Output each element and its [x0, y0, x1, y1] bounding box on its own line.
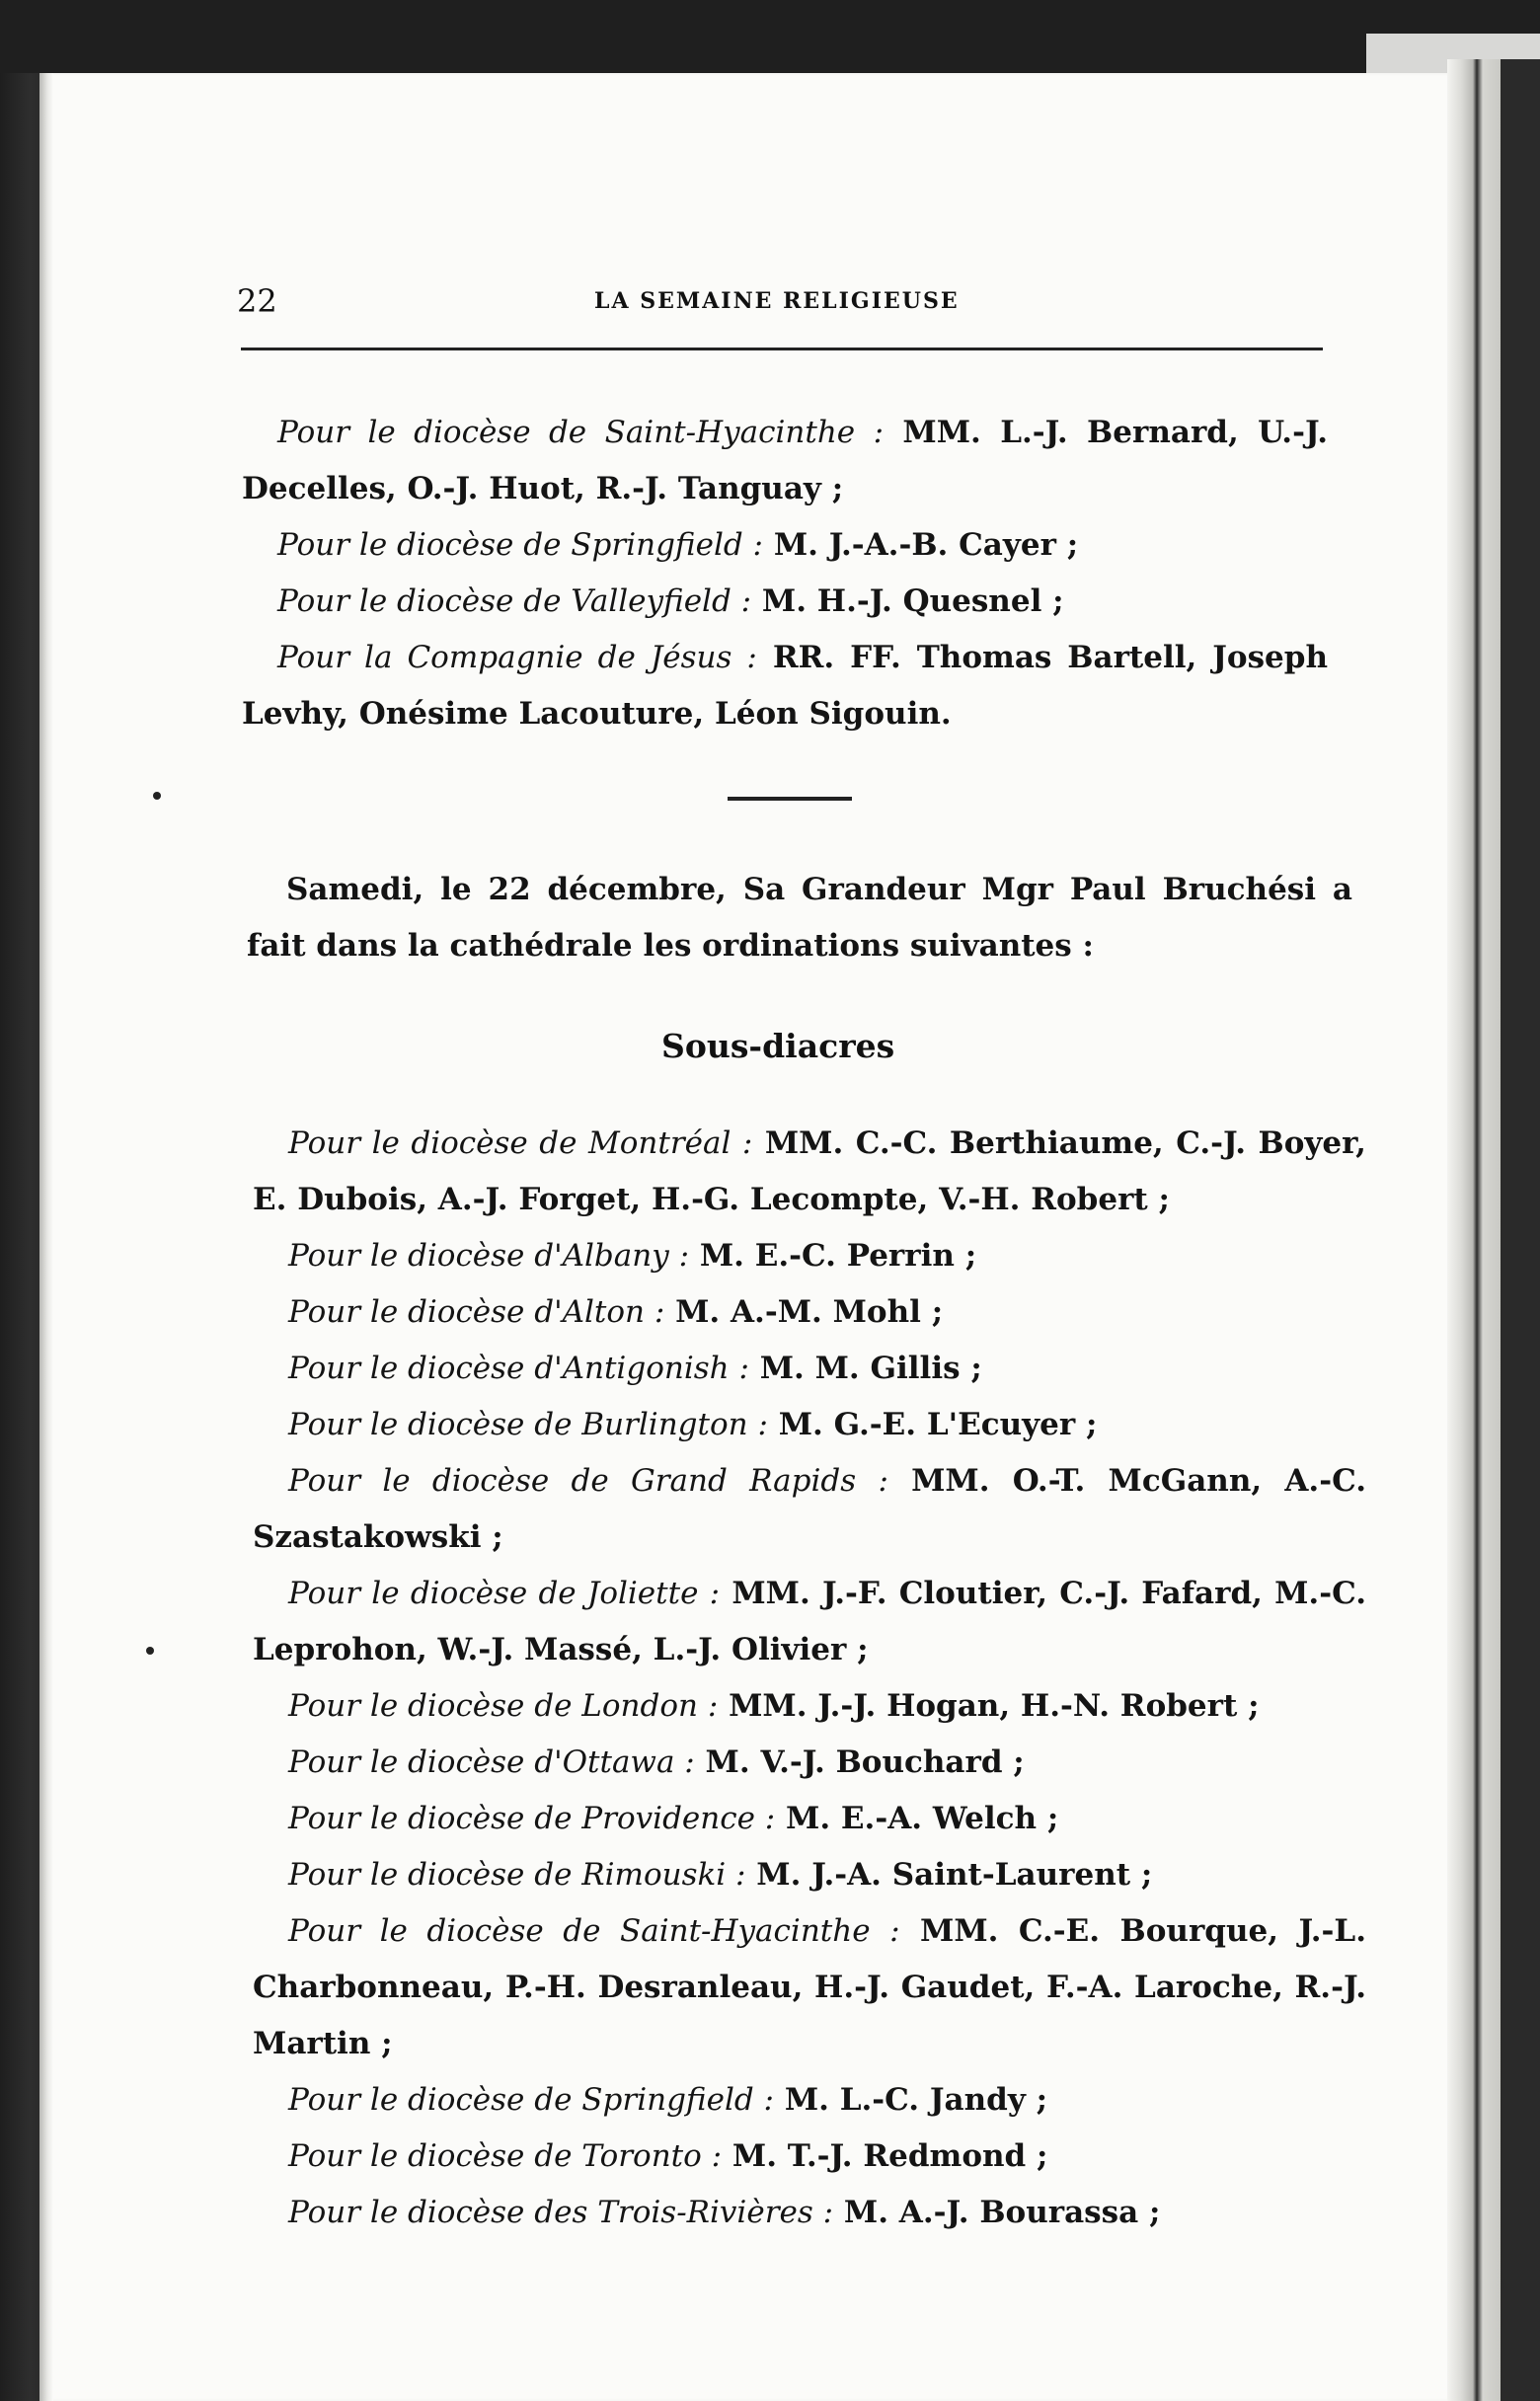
- list-item: [253, 1341, 1366, 1397]
- ordinand-names: M. A.-J. Bourassa ;: [843, 2195, 1161, 2230]
- list-item: [242, 630, 1328, 742]
- ordinand-names: M. V.-J. Bouchard ;: [705, 1744, 1025, 1780]
- diocese-label: Pour le diocèse de Saint-Hyacinthe :: [277, 415, 885, 450]
- diocese-label: Pour le diocèse des Trois-Rivières :: [288, 2195, 834, 2230]
- ordinand-names: MM. J.-F. Cloutier, C.-J. Fafard, M.-C. Leprohon, W.-J. Massé, L.-J. Olivier ;: [253, 1576, 1367, 1667]
- ordinand-names: M. H.-J. Quesnel ;: [761, 583, 1064, 619]
- list-item: [253, 1903, 1366, 2072]
- list-item: [253, 2129, 1366, 2185]
- scan-right-border: [1501, 59, 1540, 2401]
- sous-diacres-list: [253, 1116, 1366, 2241]
- diocese-label: Pour le diocèse de Valleyfield :: [277, 583, 752, 619]
- diocese-label: Pour le diocèse de Rimouski :: [288, 1857, 746, 1893]
- intro-text: Samedi, le 22 décembre, Sa Grandeur Mgr Paul Bruchési a fait dans la cathédrale les ordinations suivantes :: [247, 872, 1352, 964]
- page-left-edge: [39, 73, 53, 2401]
- ordinand-names: M. G.-E. L'Ecuyer ;: [778, 1407, 1098, 1442]
- list-item: [253, 1228, 1366, 1284]
- section-title: Sous-diacres: [661, 1027, 895, 1065]
- intro-paragraph: [247, 862, 1352, 974]
- ordinand-names: MM. L.-J. Bernard, U.-J. Decelles, O.-J. Huot, R.-J. Tanguay ;: [242, 415, 1329, 506]
- list-item: [253, 1397, 1366, 1453]
- ordinand-names: M. J.-A. Saint-Laurent ;: [756, 1857, 1153, 1893]
- top-entries: [242, 405, 1328, 742]
- ordinand-names: M. M. Gillis ;: [759, 1351, 982, 1386]
- diocese-label: Pour le diocèse de Burlington :: [288, 1407, 768, 1442]
- list-item: [253, 2185, 1366, 2241]
- list-item: [253, 1791, 1366, 1847]
- list-item: [253, 1453, 1366, 1566]
- diocese-label: Pour le diocèse de Joliette :: [288, 1576, 721, 1611]
- page-number: 22: [237, 282, 277, 320]
- ordinand-names: MM. C.-C. Berthiaume, C.-J. Boyer, E. Dubois, A.-J. Forget, H.-G. Lecompte, V.-H. Robert ;: [253, 1125, 1366, 1217]
- list-item: [253, 1678, 1366, 1735]
- diocese-label: Pour le diocèse d'Albany :: [288, 1238, 690, 1274]
- diocese-label: Pour le diocèse de Grand Rapids :: [288, 1463, 888, 1499]
- diocese-label: Pour le diocèse de Toronto :: [288, 2138, 723, 2174]
- list-item: [242, 517, 1328, 574]
- page-right-edge: [1447, 59, 1501, 2401]
- list-item: [253, 1116, 1366, 1228]
- diocese-label: Pour le diocèse d'Antigonish :: [288, 1351, 749, 1386]
- list-item: [253, 2072, 1366, 2129]
- diocese-label: Pour le diocèse de Springfield :: [288, 2082, 775, 2118]
- diocese-label: Pour le diocèse d'Alton :: [288, 1294, 665, 1330]
- ordinand-names: M. A.-M. Mohl ;: [675, 1294, 944, 1330]
- ordinand-names: M. J.-A.-B. Cayer ;: [773, 527, 1079, 563]
- list-item: [253, 1847, 1366, 1903]
- ordinand-names: M. L.-C. Jandy ;: [784, 2082, 1048, 2118]
- ordinand-names: MM. O.-T. McGann, A.-C. Szastakowski ;: [253, 1463, 1366, 1555]
- diocese-label: Pour le diocèse de Montréal :: [288, 1125, 753, 1161]
- ordinand-names: MM. J.-J. Hogan, H.-N. Robert ;: [729, 1688, 1260, 1724]
- page-header: [237, 282, 1323, 332]
- scan-speck: [153, 792, 161, 800]
- ordinand-names: RR. FF. Thomas Bartell, Joseph Levhy, Onésime Lacouture, Léon Sigouin.: [242, 640, 1328, 732]
- diocese-label: Pour la Compagnie de Jésus :: [277, 640, 757, 675]
- list-item: [253, 1284, 1366, 1341]
- ordinand-names: M. T.-J. Redmond ;: [732, 2138, 1048, 2174]
- list-item: [242, 405, 1328, 517]
- scan-speck: [146, 1647, 154, 1655]
- list-item: [253, 1566, 1366, 1678]
- scan-top-border: [0, 0, 1540, 73]
- section-separator: [728, 797, 852, 801]
- list-item: [253, 1735, 1366, 1791]
- diocese-label: Pour le diocèse de Providence :: [288, 1801, 776, 1836]
- list-item: [242, 574, 1328, 630]
- diocese-label: Pour le diocèse d'Ottawa :: [288, 1744, 695, 1780]
- diocese-label: Pour le diocèse de Saint-Hyacinthe :: [288, 1913, 900, 1949]
- header-rule: [241, 348, 1323, 350]
- diocese-label: Pour le diocèse de Springfield :: [277, 527, 764, 563]
- diocese-label: Pour le diocèse de London :: [288, 1688, 719, 1724]
- ordinand-names: M. E.-A. Welch ;: [786, 1801, 1059, 1836]
- ordinand-names: MM. C.-E. Bourque, J.-L. Charbonneau, P.-H. Desranleau, H.-J. Gaudet, F.-A. Laroche, R.-J. Martin ;: [253, 1913, 1367, 2061]
- ordinand-names: M. E.-C. Perrin ;: [699, 1238, 977, 1274]
- running-head: LA SEMAINE RELIGIEUSE: [594, 288, 960, 314]
